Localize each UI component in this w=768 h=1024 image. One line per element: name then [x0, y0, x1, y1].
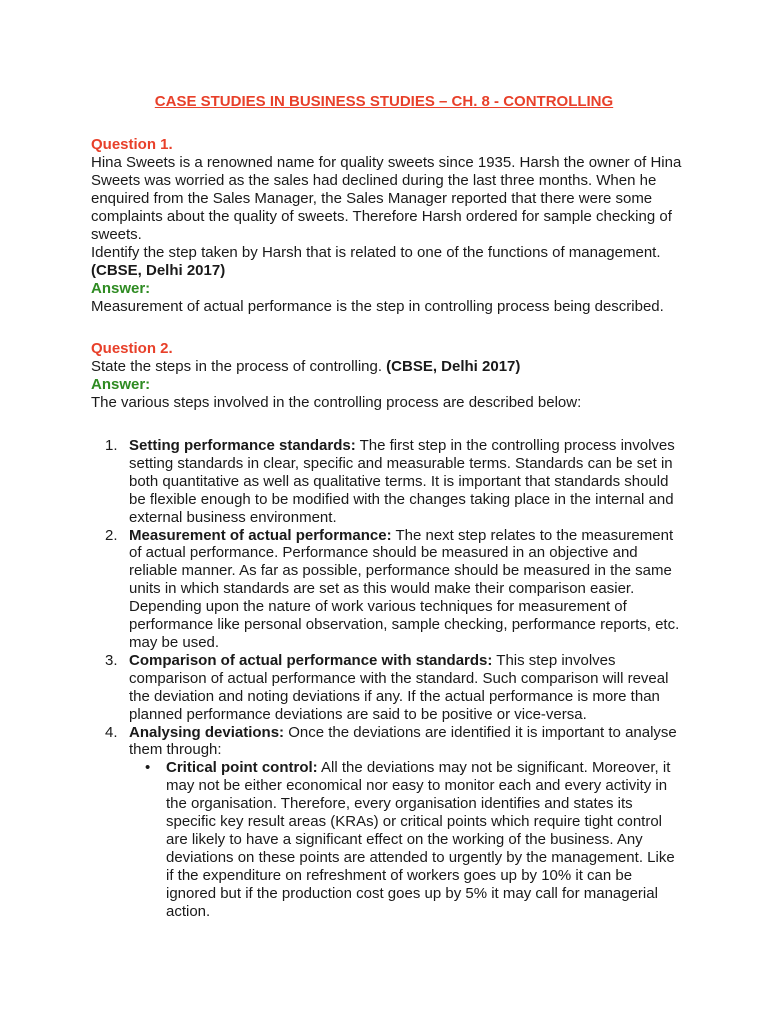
question-2-source: (CBSE, Delhi 2017) — [386, 358, 521, 375]
list-item-text: This step involves comparison of actual performance with the standard. Such comparison will reveal the deviation and noting deviations if any. If the actual performance is more than planned performance deviations are said to be positive or vice-versa. — [129, 651, 669, 723]
steps-list — [105, 437, 680, 920]
question-2-heading: Question 2. — [91, 340, 173, 357]
question-1-instruction: Identify the step taken by Harsh that is related to one of the functions of management. — [91, 244, 661, 261]
question-2-intro: The various steps involved in the controlling process are described below: — [91, 394, 582, 411]
list-item-number: 4. — [105, 723, 118, 741]
question-1 — [91, 136, 691, 316]
question-1-answer-heading: Answer: — [91, 280, 151, 297]
list-item-text: The first step in the controlling process involves setting standards in clear, specific and measurable terms. Standards can be set in both quantitative as well as qualitative terms. It is important that standards should be flexible enough to be modified with the changes taking place in the internal and external business environment. — [129, 437, 675, 526]
question-2-text: State the steps in the process of controlling. — [91, 358, 387, 375]
list-item — [105, 437, 680, 527]
question-2 — [91, 340, 691, 412]
sub-list-item-text: All the deviations may not be significant. Moreover, it may not be either economical nor easy to monitor each and every activity in the organisation. Therefore, every organisation identifies and states its specific key result areas (KRAs) or critical points which require tight control are likely to have a significant effect on the working of the business. Any deviations on these points are attended to urgently by the management. Like if the expenditure on refreshment of workers goes up by 10% it can be ignored but if the production cost goes up by 5% it may call for managerial action. — [166, 759, 675, 920]
sub-list-item — [105, 759, 680, 920]
list-item-heading: Setting performance standards: — [129, 437, 356, 454]
question-1-source: (CBSE, Delhi 2017) — [91, 262, 226, 279]
list-item-number: 2. — [105, 526, 118, 544]
question-1-text: Hina Sweets is a renowned name for quality sweets since 1935. Harsh the owner of Hina Sweets was worried as the sales had declined during the last three months. When he enquired from the Sales Manager, the Sales Manager reported that there were some complaints about the quality of sweets. Therefore Harsh ordered for sample checking of sweets. — [91, 154, 682, 243]
list-item — [105, 724, 680, 760]
list-item — [105, 527, 680, 652]
bullet-icon: • — [145, 759, 151, 777]
list-item — [105, 652, 680, 724]
question-1-heading: Question 1. — [91, 136, 173, 153]
list-item-text: The next step relates to the measurement of actual performance. Performance should be measured in an objective and reliable manner. As far as possible, performance should be measured in the same units in which standards are set as this would make their comparison easier. Depending upon the nature of work various techniques for measurement of performance like personal observation, sample checking, performance reports, etc. may be used. — [129, 526, 680, 651]
list-item-number: 1. — [105, 437, 118, 454]
list-item-heading: Comparison of actual performance with standards: — [129, 651, 493, 669]
sub-list-item-heading: Critical point control: — [166, 759, 318, 777]
list-item-heading: Analysing deviations: — [129, 723, 285, 741]
list-item-number: 3. — [105, 651, 118, 669]
question-2-line — [91, 358, 691, 376]
question-1-answer: Measurement of actual performance is the step in controlling process being described. — [91, 298, 664, 315]
list-item-text: Once the deviations are identified it is important to analyse them through: — [129, 723, 677, 759]
question-2-answer-heading: Answer: — [91, 376, 151, 393]
list-item-heading: Measurement of actual performance: — [129, 526, 392, 544]
document-title: CASE STUDIES IN BUSINESS STUDIES – CH. 8 - CONTROLLING — [154, 93, 614, 110]
